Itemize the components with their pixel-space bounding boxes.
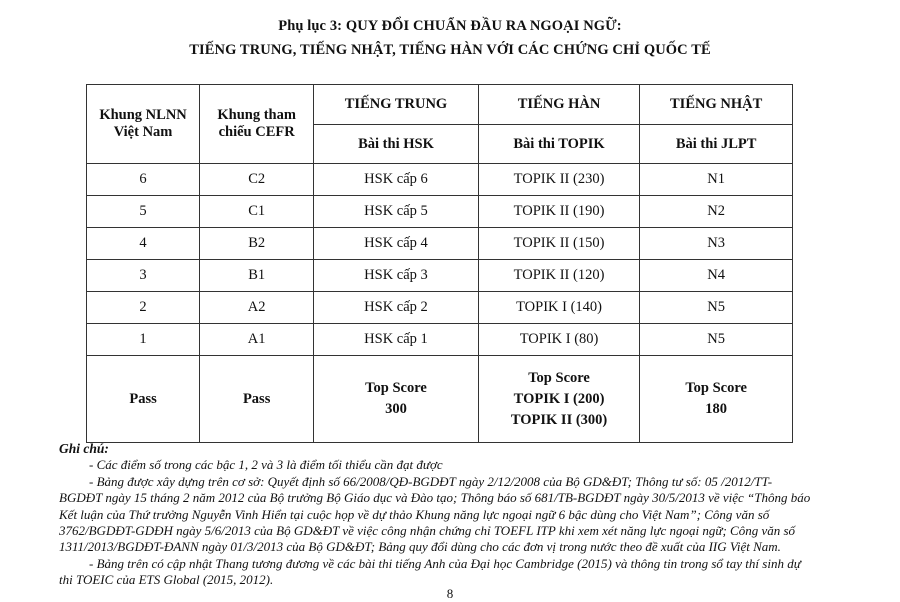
cell-jlpt: N5 xyxy=(640,292,793,324)
note-line: BGDĐT ngày 15 tháng 2 năm 2012 của Bộ trưởng Bộ Giáo dục và Đào tạo; Thông báo số 681/TB-BGDĐT ngày 30/5/2013 về việc “Thông báo xyxy=(59,490,811,506)
notes-heading: Ghi chú: xyxy=(59,441,109,456)
page-number: 8 xyxy=(446,586,454,601)
pass-topik-2: TOPIK II (300) xyxy=(510,411,608,428)
cell-cefr: B1 xyxy=(200,260,314,292)
cell-topik: TOPIK I (80) xyxy=(478,324,640,356)
header-cefr: Khung tham chiếu CEFR xyxy=(200,85,314,164)
table-row xyxy=(87,324,793,356)
pass-jlpt-label: Top Score xyxy=(685,380,747,396)
note-line: thi TOEIC của ETS Global (2015, 2012). xyxy=(59,572,274,588)
cell-topik: TOPIK II (190) xyxy=(478,196,640,228)
cell-cefr: C1 xyxy=(200,196,314,228)
cell-vn-level: 6 xyxy=(87,164,200,196)
cell-hsk: HSK cấp 2 xyxy=(314,292,479,324)
cell-jlpt: N1 xyxy=(640,164,793,196)
pass-hsk xyxy=(314,356,479,443)
note-line: - Các điểm số trong các bậc 1, 2 và 3 là điểm tối thiểu cần đạt được xyxy=(89,457,443,473)
cell-hsk: HSK cấp 1 xyxy=(314,324,479,356)
cell-hsk: HSK cấp 4 xyxy=(314,228,479,260)
cell-cefr: A1 xyxy=(200,324,314,356)
header-topik: Bài thi TOPIK xyxy=(478,125,640,164)
cell-vn-level: 2 xyxy=(87,292,200,324)
table-row xyxy=(87,196,793,228)
cell-cefr: A2 xyxy=(200,292,314,324)
pass-cefr: Pass xyxy=(200,356,314,443)
table-row xyxy=(87,260,793,292)
note-line: 3762/BGDĐT-GDĐH ngày 5/6/2013 của Bộ GD&ĐT về việc công nhận chứng chỉ TOEFL ITP khi xem xét năng lực ngoại ngữ; Công văn số xyxy=(59,523,796,539)
header-chinese: TIẾNG TRUNG xyxy=(314,85,479,125)
note-line: Kết luận của Thứ trưởng Nguyễn Vinh Hiển tại cuộc họp về dự thảo Khung năng lực ngoại ngữ 6 bậc dùng cho Việt Nam”; Công văn số xyxy=(59,506,770,522)
conversion-table xyxy=(86,84,793,443)
pass-hsk-score: 300 xyxy=(385,401,407,417)
cell-jlpt: N2 xyxy=(640,196,793,228)
cell-vn-level: 4 xyxy=(87,228,200,260)
note-line: - Bảng được xây dựng trên cơ sở: Quyết định số 66/2008/QĐ-BGDĐT ngày 2/12/2008 của Bộ GD&ĐT; Thông tư số: 05 /2012/TT- xyxy=(89,473,773,489)
appendix-title: Phụ lục 3: QUY ĐỔI CHUẨN ĐẦU RA NGOẠI NGỮ: xyxy=(278,18,622,34)
cell-cefr: B2 xyxy=(200,228,314,260)
cell-hsk: HSK cấp 3 xyxy=(314,260,479,292)
cell-vn-level: 5 xyxy=(87,196,200,228)
pass-hsk-label: Top Score xyxy=(365,380,427,396)
pass-row xyxy=(87,356,793,443)
table-row xyxy=(87,292,793,324)
pass-topik xyxy=(478,356,640,443)
pass-jlpt-score: 180 xyxy=(705,401,728,417)
appendix-subtitle: TIẾNG TRUNG, TIẾNG NHẬT, TIẾNG HÀN VỚI CÁC CHỨNG CHỈ QUỐC TẾ xyxy=(189,42,711,58)
header-japanese: TIẾNG NHẬT xyxy=(640,85,793,125)
cell-jlpt: N5 xyxy=(640,324,793,356)
note-line: 1311/2013/BGDĐT-ĐANN ngày 01/3/2013 của Bộ GD&ĐT; Bảng quy đổi dùng cho các đơn vị trong nước theo đề xuất của IIG Việt Nam. xyxy=(59,539,781,555)
cell-hsk: HSK cấp 6 xyxy=(314,164,479,196)
pass-vn: Pass xyxy=(87,356,200,443)
header-jlpt: Bài thi JLPT xyxy=(640,125,793,164)
header-korean: TIẾNG HÀN xyxy=(478,85,640,125)
pass-jlpt xyxy=(640,356,793,443)
header-hsk: Bài thi HSK xyxy=(314,125,479,164)
pass-topik-1: TOPIK I (200) xyxy=(513,390,605,407)
header-vn-framework: Khung NLNN Việt Nam xyxy=(87,85,200,164)
notes-section xyxy=(59,441,867,589)
cell-vn-level: 1 xyxy=(87,324,200,356)
cell-topik: TOPIK I (140) xyxy=(478,292,640,324)
cell-topik: TOPIK II (230) xyxy=(478,164,640,196)
table-row xyxy=(87,228,793,260)
cell-cefr: C2 xyxy=(200,164,314,196)
cell-hsk: HSK cấp 5 xyxy=(314,196,479,228)
cell-topik: TOPIK II (150) xyxy=(478,228,640,260)
table-row xyxy=(87,164,793,196)
cell-jlpt: N4 xyxy=(640,260,793,292)
cell-topik: TOPIK II (120) xyxy=(478,260,640,292)
cell-jlpt: N3 xyxy=(640,228,793,260)
cell-vn-level: 3 xyxy=(87,260,200,292)
note-line: - Bảng trên có cập nhật Thang tương đương về các bài thi tiếng Anh của Đại học Cambridge (2015) và thông tin trong sổ tay thí sinh dự xyxy=(89,555,801,571)
pass-topik-label: Top Score xyxy=(528,369,590,386)
